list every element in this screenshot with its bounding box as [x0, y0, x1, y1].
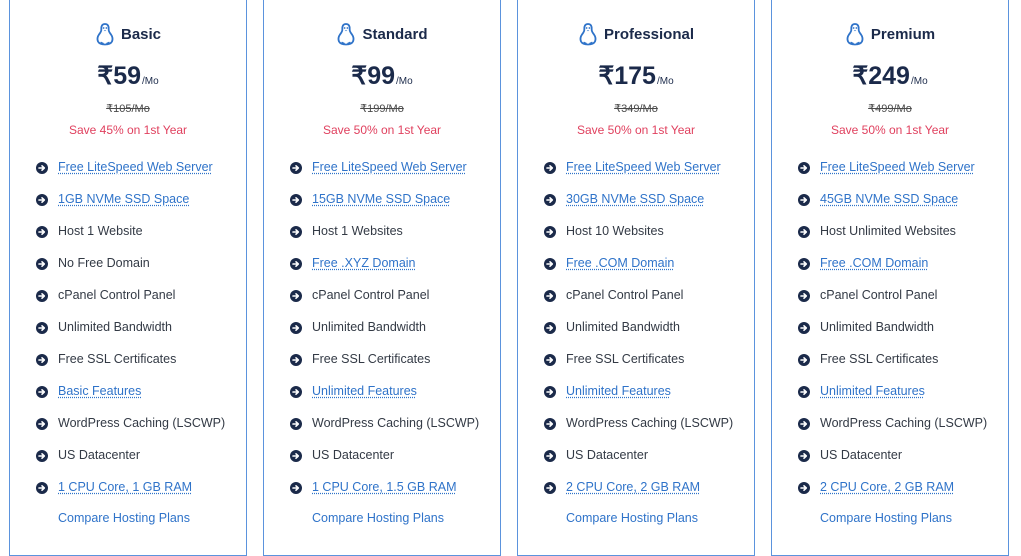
plan-card-professional: [517, 0, 755, 556]
feature-label[interactable]: 1 CPU Core, 1.5 GB RAM: [312, 480, 457, 494]
price-unit: /Mo: [142, 76, 159, 87]
feature-item: [772, 439, 1008, 471]
arrow-circle-right-icon: [544, 353, 556, 365]
arrow-circle-right-icon: [36, 321, 48, 333]
compare-plans-link[interactable]: Compare Hosting Plans: [58, 511, 191, 525]
old-price: ₹199/Mo: [360, 103, 404, 115]
save-badge: Save 45% on 1st Year: [68, 123, 188, 137]
feature-label[interactable]: 1GB NVMe SSD Space: [58, 192, 190, 206]
feature-link-item: [264, 183, 500, 215]
feature-link-item: [264, 247, 500, 279]
arrow-circle-right-icon: [36, 449, 48, 461]
arrow-circle-right-icon: [544, 449, 556, 461]
arrow-circle-right-icon: [290, 257, 302, 269]
price-amount: ₹175: [598, 62, 656, 90]
feature-item: [518, 279, 754, 311]
feature-label[interactable]: Free .COM Domain: [566, 256, 675, 270]
feature-label: Free SSL Certificates: [312, 352, 431, 366]
plan-price: [772, 61, 1008, 91]
feature-list: [10, 151, 246, 503]
plan-card-basic: [9, 0, 247, 556]
arrow-circle-right-icon: [544, 225, 556, 237]
feature-label[interactable]: 2 CPU Core, 2 GB RAM: [820, 480, 955, 494]
feature-label: WordPress Caching (LSCWP): [566, 416, 734, 430]
feature-list: [264, 151, 500, 503]
arrow-circle-right-icon: [798, 321, 810, 333]
linux-penguin-icon: [578, 22, 598, 46]
arrow-circle-right-icon: [544, 193, 556, 205]
feature-label: Free SSL Certificates: [58, 352, 177, 366]
arrow-circle-right-icon: [544, 385, 556, 397]
feature-item: [264, 439, 500, 471]
feature-item: [518, 407, 754, 439]
arrow-circle-right-icon: [544, 417, 556, 429]
feature-link-item: [10, 471, 246, 503]
arrow-circle-right-icon: [290, 289, 302, 301]
arrow-circle-right-icon: [798, 449, 810, 461]
feature-item: [264, 343, 500, 375]
feature-link-item: [264, 151, 500, 183]
plan-name: Standard: [362, 25, 428, 43]
feature-label: Unlimited Bandwidth: [820, 320, 934, 334]
feature-label: US Datacenter: [58, 448, 140, 462]
feature-label[interactable]: Unlimited Features: [566, 384, 671, 398]
feature-label[interactable]: Free LiteSpeed Web Server: [566, 160, 721, 174]
arrow-circle-right-icon: [798, 193, 810, 205]
arrow-circle-right-icon: [290, 481, 302, 493]
arrow-circle-right-icon: [36, 225, 48, 237]
feature-item: [772, 311, 1008, 343]
compare-plans-link[interactable]: Compare Hosting Plans: [312, 511, 445, 525]
feature-label: cPanel Control Panel: [566, 288, 684, 302]
feature-label: Unlimited Bandwidth: [312, 320, 426, 334]
feature-item: [772, 407, 1008, 439]
arrow-circle-right-icon: [290, 385, 302, 397]
feature-link-item: [772, 375, 1008, 407]
plan-price: [518, 61, 754, 91]
arrow-circle-right-icon: [544, 481, 556, 493]
feature-link-item: [10, 375, 246, 407]
arrow-circle-right-icon: [798, 353, 810, 365]
feature-link-item: [264, 375, 500, 407]
plan-card-standard: [263, 0, 501, 556]
feature-item: [264, 311, 500, 343]
price-amount: ₹249: [852, 62, 910, 90]
feature-label: WordPress Caching (LSCWP): [312, 416, 480, 430]
feature-link-item: [518, 183, 754, 215]
feature-link-item: [10, 183, 246, 215]
arrow-circle-right-icon: [36, 289, 48, 301]
plan-price: [10, 61, 246, 91]
price-amount: ₹59: [97, 62, 142, 90]
arrow-circle-right-icon: [798, 289, 810, 301]
feature-label[interactable]: Free LiteSpeed Web Server: [312, 160, 467, 174]
save-badge: Save 50% on 1st Year: [830, 123, 950, 137]
arrow-circle-right-icon: [544, 161, 556, 173]
feature-label: Unlimited Bandwidth: [58, 320, 172, 334]
feature-link-item: [772, 151, 1008, 183]
feature-list: [772, 151, 1008, 503]
arrow-circle-right-icon: [798, 417, 810, 429]
feature-link-item: [264, 471, 500, 503]
feature-label: Unlimited Bandwidth: [566, 320, 680, 334]
plan-name: Premium: [870, 25, 936, 43]
arrow-circle-right-icon: [290, 449, 302, 461]
feature-label[interactable]: 30GB NVMe SSD Space: [566, 192, 705, 206]
linux-penguin-icon: [845, 22, 865, 46]
feature-link-item: [10, 151, 246, 183]
feature-label: cPanel Control Panel: [312, 288, 430, 302]
feature-item: [518, 215, 754, 247]
plan-header: [264, 15, 500, 53]
plan-header: [518, 15, 754, 53]
price-amount: ₹99: [351, 62, 396, 90]
arrow-circle-right-icon: [798, 161, 810, 173]
feature-item: [772, 279, 1008, 311]
arrow-circle-right-icon: [36, 257, 48, 269]
feature-item: [10, 439, 246, 471]
feature-label: Free SSL Certificates: [820, 352, 939, 366]
arrow-circle-right-icon: [36, 481, 48, 493]
feature-item: [10, 215, 246, 247]
feature-item: [518, 343, 754, 375]
feature-item: [10, 343, 246, 375]
linux-penguin-icon: [336, 22, 356, 46]
save-badge: Save 50% on 1st Year: [322, 123, 442, 137]
feature-link-item: [772, 247, 1008, 279]
feature-list: [518, 151, 754, 503]
arrow-circle-right-icon: [36, 353, 48, 365]
feature-item: [10, 407, 246, 439]
plan-card-premium: [771, 0, 1009, 556]
arrow-circle-right-icon: [290, 321, 302, 333]
feature-label[interactable]: Free LiteSpeed Web Server: [58, 160, 213, 174]
old-price: ₹349/Mo: [614, 103, 658, 115]
feature-label[interactable]: 45GB NVMe SSD Space: [820, 192, 959, 206]
compare-plans-link[interactable]: Compare Hosting Plans: [566, 511, 699, 525]
feature-item: [264, 215, 500, 247]
feature-label: Host 1 Websites: [312, 224, 403, 238]
save-badge: Save 50% on 1st Year: [576, 123, 696, 137]
compare-plans-link[interactable]: Compare Hosting Plans: [820, 511, 953, 525]
feature-label[interactable]: 15GB NVMe SSD Space: [312, 192, 451, 206]
feature-item: [10, 311, 246, 343]
feature-link-item: [518, 151, 754, 183]
arrow-circle-right-icon: [36, 193, 48, 205]
feature-label: US Datacenter: [566, 448, 648, 462]
plan-name: Professional: [603, 25, 695, 43]
feature-label[interactable]: Free LiteSpeed Web Server: [820, 160, 975, 174]
feature-label[interactable]: Free .XYZ Domain: [312, 256, 416, 270]
arrow-circle-right-icon: [290, 161, 302, 173]
feature-label: WordPress Caching (LSCWP): [58, 416, 226, 430]
feature-link-item: [518, 471, 754, 503]
old-price: ₹499/Mo: [868, 103, 912, 115]
feature-label: US Datacenter: [820, 448, 902, 462]
plan-header: [10, 15, 246, 53]
arrow-circle-right-icon: [36, 417, 48, 429]
feature-item: [772, 215, 1008, 247]
feature-label: US Datacenter: [312, 448, 394, 462]
feature-link-item: [518, 375, 754, 407]
feature-label: Free SSL Certificates: [566, 352, 685, 366]
linux-penguin-icon: [95, 22, 115, 46]
arrow-circle-right-icon: [290, 225, 302, 237]
arrow-circle-right-icon: [544, 257, 556, 269]
old-price: ₹105/Mo: [106, 103, 150, 115]
arrow-circle-right-icon: [798, 385, 810, 397]
feature-item: [264, 279, 500, 311]
price-unit: /Mo: [396, 76, 413, 87]
arrow-circle-right-icon: [544, 321, 556, 333]
arrow-circle-right-icon: [798, 225, 810, 237]
feature-label: cPanel Control Panel: [58, 288, 176, 302]
feature-label[interactable]: Basic Features: [58, 384, 142, 398]
feature-label[interactable]: Unlimited Features: [820, 384, 925, 398]
feature-link-item: [772, 183, 1008, 215]
arrow-circle-right-icon: [798, 481, 810, 493]
feature-label[interactable]: 1 CPU Core, 1 GB RAM: [58, 480, 193, 494]
feature-label: Host 1 Website: [58, 224, 143, 238]
price-unit: /Mo: [656, 76, 674, 87]
feature-label: cPanel Control Panel: [820, 288, 938, 302]
arrow-circle-right-icon: [290, 353, 302, 365]
feature-item: [10, 247, 246, 279]
feature-label[interactable]: Free .COM Domain: [820, 256, 929, 270]
feature-label: No Free Domain: [58, 256, 150, 270]
feature-label: WordPress Caching (LSCWP): [820, 416, 988, 430]
arrow-circle-right-icon: [36, 161, 48, 173]
arrow-circle-right-icon: [290, 193, 302, 205]
arrow-circle-right-icon: [544, 289, 556, 301]
feature-label[interactable]: 2 CPU Core, 2 GB RAM: [566, 480, 701, 494]
feature-item: [772, 343, 1008, 375]
feature-item: [518, 311, 754, 343]
feature-label: Host 10 Websites: [566, 224, 664, 238]
price-unit: /Mo: [910, 76, 928, 87]
feature-item: [264, 407, 500, 439]
feature-item: [10, 279, 246, 311]
plan-header: [772, 15, 1008, 53]
arrow-circle-right-icon: [290, 417, 302, 429]
arrow-circle-right-icon: [798, 257, 810, 269]
arrow-circle-right-icon: [36, 385, 48, 397]
plan-name: Basic: [120, 25, 162, 43]
feature-label[interactable]: Unlimited Features: [312, 384, 417, 398]
plan-price: [264, 61, 500, 91]
feature-link-item: [772, 471, 1008, 503]
feature-label: Host Unlimited Websites: [820, 224, 956, 238]
feature-link-item: [518, 247, 754, 279]
feature-item: [518, 439, 754, 471]
